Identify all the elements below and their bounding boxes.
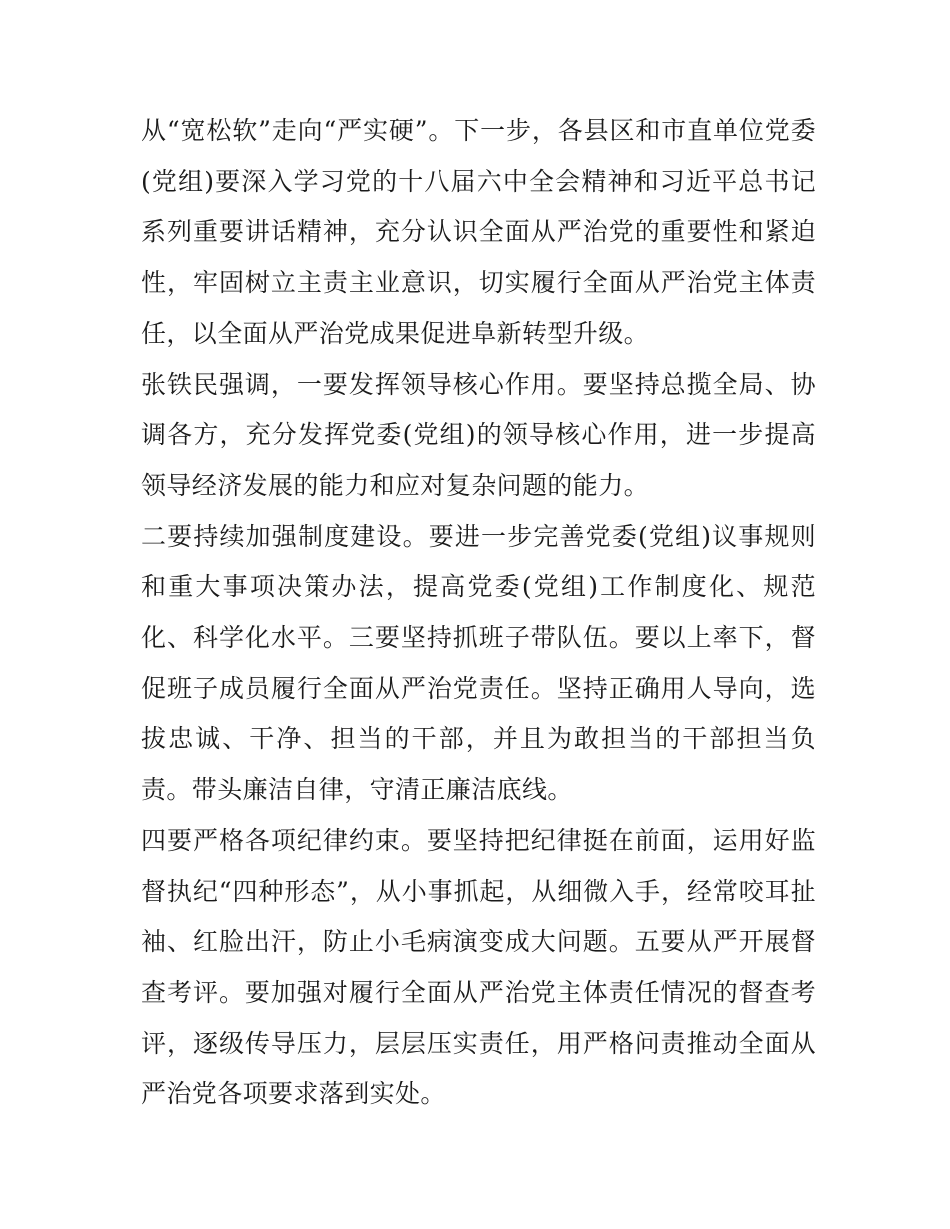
document-body — [141, 106, 816, 1120]
paragraph-3: 二要持续加强制度建设。要进一步完善党委(党组)议事规则和重大事项决策办法，提高党委(党组)工作制度化、规范化、科学化水平。三要坚持抓班子带队伍。要以上率下，督促班子成员履行全面从严治党责任。坚持正确用人导向，选拔忠诚、干净、担当的干部，并且为敢担当的干部担当负责。带头廉洁自律，守清正廉洁底线。 — [141, 521, 816, 805]
paragraph-2: 张铁民强调，一要发挥领导核心作用。要坚持总揽全局、协调各方，充分发挥党委(党组)的领导核心作用，进一步提高领导经济发展的能力和应对复杂问题的能力。 — [141, 369, 816, 500]
paragraph-4: 四要严格各项纪律约束。要坚持把纪律挺在前面，运用好监督执纪“四种形态”，从小事抓起，从细微入手，经常咬耳扯袖、红脸出汗，防止小毛病演变成大问题。五要从严开展督查考评。要加强对履行全面从严治党主体责任情况的督查考评，逐级传导压力，层层压实责任，用严格问责推动全面从严治党各项要求落到实处。 — [141, 825, 816, 1109]
paragraph-1: 从“宽松软”走向“严实硬”。下一步，各县区和市直单位党委(党组)要深入学习党的十八届六中全会精神和习近平总书记系列重要讲话精神，充分认识全面从严治党的重要性和紧迫性，牢固树立主责主业意识，切实履行全面从严治党主体责任，以全面从严治党成果促进阜新转型升级。 — [141, 116, 816, 348]
